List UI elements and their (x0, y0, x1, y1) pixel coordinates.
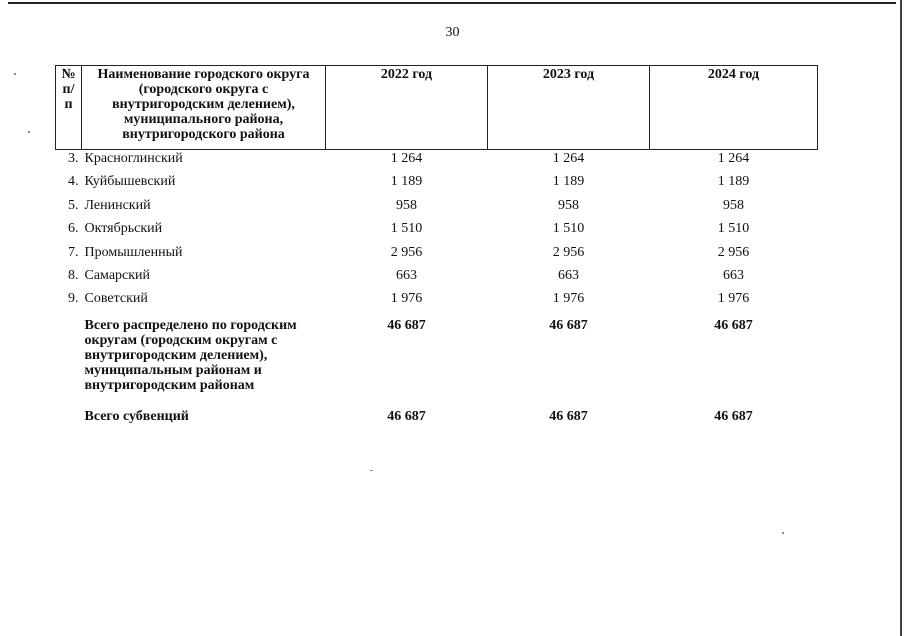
row-number: 9. (68, 291, 79, 307)
total-distributed-2024: 46 687 (714, 317, 753, 333)
value-2024: 1 189 (717, 174, 750, 190)
header-row (56, 66, 818, 150)
total-subventions-2023: 46 687 (549, 408, 588, 424)
scan-edge-right (900, 0, 902, 636)
value-2022: 2 956 (390, 244, 423, 260)
scan-speck (14, 73, 16, 75)
district-name: Ленинский (84, 197, 151, 213)
value-2023: 663 (558, 267, 579, 283)
value-2023: 1 189 (552, 174, 585, 190)
value-2022: 663 (396, 267, 417, 283)
value-2024: 1 264 (717, 151, 750, 166)
header-number: № п/п (56, 66, 82, 150)
header-2023: 2023 год (488, 66, 650, 150)
value-2022: 1 510 (390, 221, 423, 237)
table-row (56, 290, 818, 313)
row-number: 7. (68, 244, 79, 260)
value-2023: 1 976 (552, 291, 585, 307)
value-2022: 1 189 (390, 174, 423, 190)
empty-cell (56, 314, 82, 404)
district-name: Куйбышевский (84, 174, 176, 190)
scan-speck (370, 470, 373, 471)
value-2022: 1 264 (390, 151, 423, 166)
table-row (56, 197, 818, 220)
table-row (56, 267, 818, 290)
total-subventions-2022: 46 687 (387, 408, 426, 424)
row-number: 5. (68, 197, 79, 213)
value-2022: 958 (396, 197, 417, 213)
value-2024: 1 976 (717, 291, 750, 307)
row-number: 4. (68, 174, 79, 190)
total-distributed-row (56, 314, 818, 404)
total-subventions-2024: 46 687 (714, 408, 753, 424)
scan-speck (28, 131, 30, 133)
value-2024: 663 (723, 267, 744, 283)
table-row (56, 150, 818, 174)
value-2023: 1 510 (552, 221, 585, 237)
value-2024: 1 510 (717, 221, 750, 237)
scan-edge-top (8, 2, 896, 4)
page-number: 30 (445, 25, 460, 40)
subvention-table (55, 65, 818, 424)
table-row (56, 173, 818, 196)
total-distributed-2023: 46 687 (549, 317, 588, 333)
total-subventions-row (56, 404, 818, 424)
row-number: 8. (68, 267, 79, 283)
total-subventions-label: Всего субвенций (84, 408, 189, 424)
row-number: 3. (68, 151, 79, 166)
scan-speck (782, 532, 784, 534)
header-2024: 2024 год (650, 66, 818, 150)
table-row (56, 244, 818, 267)
table-row (56, 220, 818, 243)
header-2022: 2022 год (326, 66, 488, 150)
district-name: Самарский (84, 267, 151, 283)
value-2022: 1 976 (390, 291, 423, 307)
empty-cell (56, 404, 82, 424)
value-2023: 958 (558, 197, 579, 213)
district-name: Промышленный (84, 244, 183, 260)
value-2024: 2 956 (717, 244, 750, 260)
header-name: Наименование городского округа (городского округа с внутригородским делением), муниципального района, внутригородского района (82, 66, 326, 150)
district-name: Красноглинский (84, 151, 183, 166)
value-2024: 958 (723, 197, 744, 213)
value-2023: 1 264 (552, 151, 585, 166)
value-2023: 2 956 (552, 244, 585, 260)
total-distributed-label: Всего распределено по городским округам (городским округам с внутригородским делением), муниципальным районам и внутригородским районам (84, 317, 297, 393)
total-distributed-2022: 46 687 (387, 317, 426, 333)
row-number: 6. (68, 221, 79, 237)
district-name: Октябрьский (84, 221, 163, 237)
district-name: Советский (84, 291, 148, 307)
